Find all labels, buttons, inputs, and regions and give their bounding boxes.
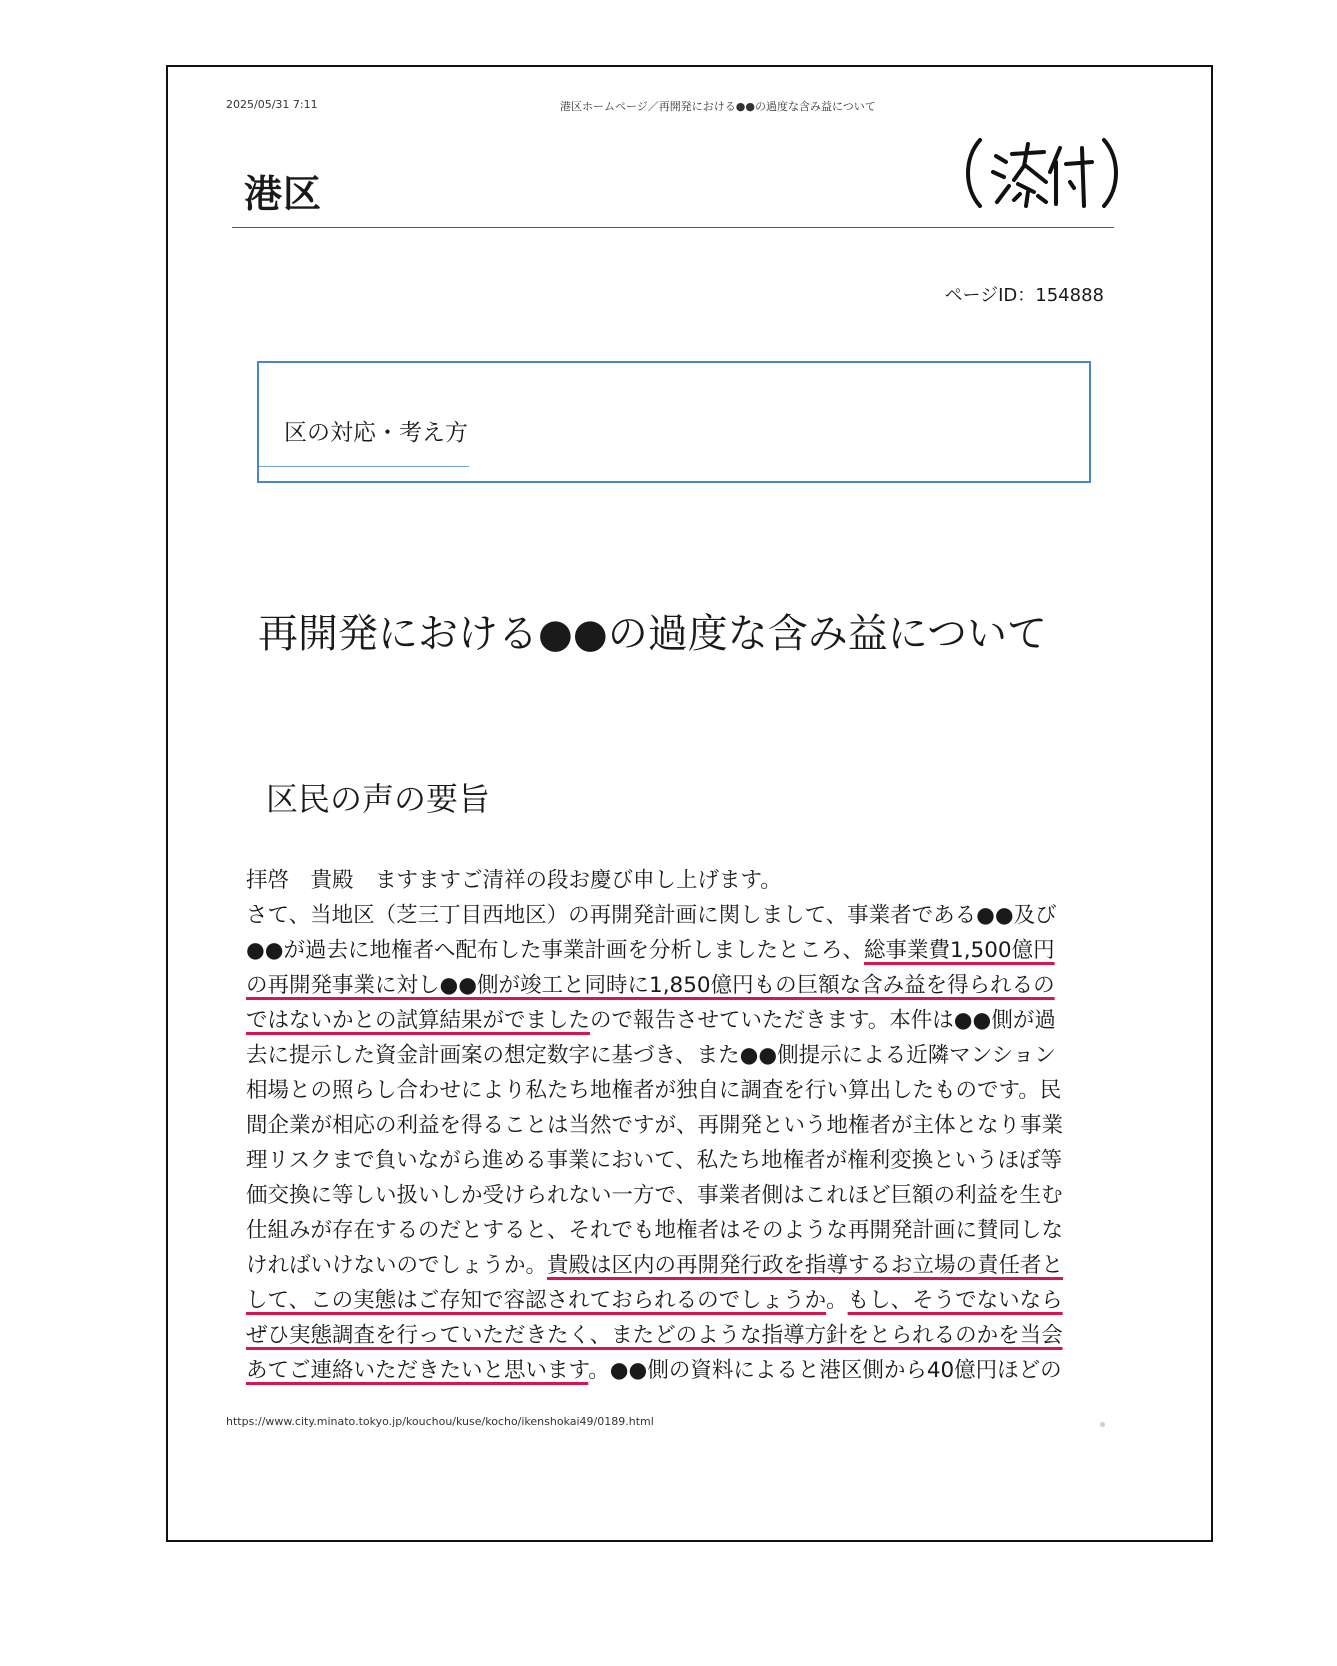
text-segment: さて、当地区（芝三丁目西地区）の再開発計画に関しまして、事業者である●●及び [246, 903, 1057, 928]
print-footer-url: https://www.city.minato.tokyo.jp/kouchou/kuse/kocho/ikenshokai49/0189.html [226, 1415, 654, 1428]
print-header-date: 2025/05/31 7:11 [226, 98, 318, 111]
text-segment: 去に提示した資金計画案の想定数字に基づき、また●●側提示による近隣マンション [246, 1043, 1056, 1068]
underlined-segment: ではないかとの試算結果がでました [246, 1008, 591, 1033]
stamp-char-2 [1050, 148, 1092, 206]
site-title: 港区 [244, 172, 323, 216]
section-heading: 区民の声の要旨 [266, 780, 491, 818]
body-line [246, 1318, 1096, 1353]
underlined-segment: ぜひ実態調査を行っていただきたく、またどのような指導方針をとられるのかを当会 [246, 1323, 1063, 1348]
body-line [246, 933, 1096, 968]
stamp-right-paren [1104, 140, 1116, 206]
text-segment: 理リスクまで負いながら進める事業において、私たち地権者が権利変換というほぼ等 [246, 1148, 1063, 1173]
text-segment: 間企業が相応の利益を得ることは当然ですが、再開発という地権者が主体となり事業 [246, 1113, 1064, 1138]
body-line [246, 1108, 1096, 1143]
body-line [246, 968, 1096, 1003]
page-id: ページID：154888 [944, 285, 1104, 306]
body-line [246, 1353, 1096, 1388]
article-body [246, 863, 1096, 1388]
text-segment: 価交換に等しい扱いしか受けられない一方で、事業者側はこれほど巨額の利益を生む [246, 1183, 1063, 1208]
article-title: 再開発における●●の過度な含み益について [258, 611, 1048, 657]
text-segment: 拝啓 貴殿 ますますご清祥の段お慶び申し上げます。 [246, 868, 782, 893]
body-line [246, 1143, 1096, 1178]
underlined-segment: の再開発事業に対し●●側が竣工と同時に1,850億円もの巨額な含み益を得られるの [246, 973, 1055, 998]
body-line [246, 1073, 1096, 1108]
body-line [246, 863, 1096, 898]
stamp-char-1 [993, 144, 1046, 206]
text-segment: 。●●側の資料によると港区側から40億円ほどの [588, 1358, 1062, 1383]
underlined-segment: 総事業費1,500億円 [864, 938, 1055, 963]
handwritten-attachment-stamp [962, 132, 1122, 212]
notice-accent-line [259, 466, 469, 467]
text-segment: 。 [826, 1288, 848, 1313]
underlined-segment: 貴殿は区内の再開発行政を指導するお立場の責任者と [547, 1253, 1064, 1278]
text-segment: 相場との照らし合わせにより私たち地権者が独自に調査を行い算出したものです。民 [246, 1078, 1062, 1103]
header-divider [232, 227, 1114, 228]
body-line [246, 1003, 1096, 1038]
print-header-page-title: 港区ホームページ／再開発における●●の過度な含み益について [560, 100, 876, 113]
stamp-left-paren [968, 140, 980, 206]
body-line [246, 898, 1096, 933]
body-line [246, 1038, 1096, 1073]
body-line [246, 1248, 1096, 1283]
body-line [246, 1213, 1096, 1248]
body-line [246, 1283, 1096, 1318]
underlined-segment: あてご連絡いただきたいと思います [246, 1358, 589, 1383]
text-segment: 仕組みが存在するのだとすると、それでも地権者はそのような再開発計画に賛同しな [246, 1218, 1064, 1243]
underlined-segment: して、この実態はご存知で容認されておられるのでしょうか [246, 1288, 827, 1313]
text-segment: ●●が過去に地権者へ配布した事業計画を分析しましたところ、 [246, 938, 865, 963]
body-line [246, 1178, 1096, 1213]
scan-artifact-dot [1100, 1422, 1105, 1427]
underlined-segment: もし、そうでないなら [847, 1288, 1063, 1313]
notice-label: 区の対応・考え方 [284, 420, 468, 446]
text-segment: ので報告させていただきます。本件は●●側が過 [590, 1008, 1056, 1033]
text-segment: ければいけないのでしょうか。 [246, 1253, 548, 1278]
